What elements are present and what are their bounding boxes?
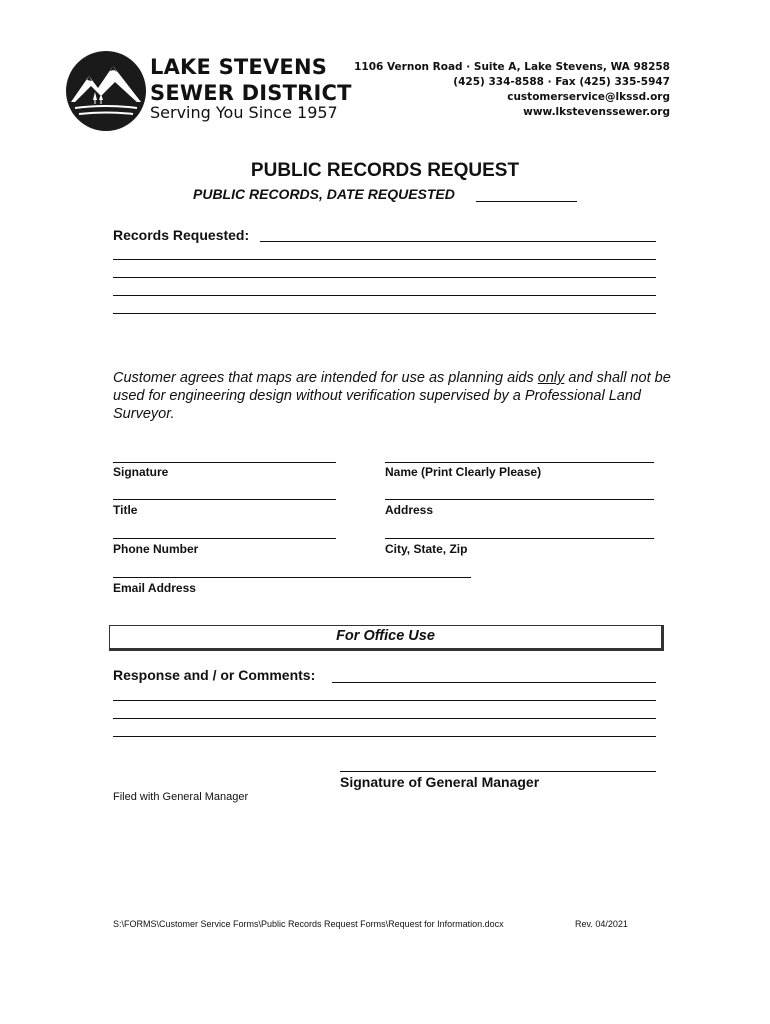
name-label: Name (Print Clearly Please) bbox=[385, 465, 542, 479]
gm-signature-label: Signature of General Manager bbox=[340, 774, 540, 790]
contact-block bbox=[354, 60, 670, 120]
phone-label: Phone Number bbox=[113, 542, 199, 556]
map-disclaimer bbox=[113, 369, 673, 423]
disclaimer-text-start: Customer agrees that maps are intended for use as planning aids bbox=[113, 370, 538, 386]
signature-label: Signature bbox=[113, 465, 169, 479]
office-use-banner bbox=[109, 625, 664, 651]
response-comments-line[interactable] bbox=[113, 736, 656, 737]
response-comments-line[interactable] bbox=[113, 700, 656, 701]
records-requested-line[interactable] bbox=[113, 277, 656, 278]
footer-file-path: S:\FORMS\Customer Service Forms\Public Records Request Forms\Request for Information.docx bbox=[113, 919, 504, 929]
email-field[interactable] bbox=[113, 577, 471, 578]
city-state-zip-label: City, State, Zip bbox=[385, 542, 468, 556]
contact-address: 1106 Vernon Road · Suite A, Lake Stevens, WA 98258 bbox=[354, 61, 670, 73]
organization-name bbox=[150, 54, 352, 106]
records-requested-line[interactable] bbox=[113, 259, 656, 260]
footer-revision: Rev. 04/2021 bbox=[575, 919, 628, 929]
organization-tagline: Serving You Since 1957 bbox=[150, 103, 338, 122]
org-name-line1: LAKE STEVENS bbox=[150, 55, 328, 79]
records-requested-label: Records Requested: bbox=[113, 227, 250, 243]
date-requested-field[interactable] bbox=[476, 201, 577, 202]
city-state-zip-field[interactable] bbox=[385, 538, 654, 539]
response-comments-field[interactable] bbox=[332, 682, 656, 683]
phone-field[interactable] bbox=[113, 538, 336, 539]
response-comments-line[interactable] bbox=[113, 718, 656, 719]
district-logo-icon bbox=[65, 50, 147, 132]
contact-website: www.lkstevenssewer.org bbox=[523, 106, 670, 118]
office-use-label: For Office Use bbox=[336, 628, 435, 644]
title-label: Title bbox=[113, 503, 138, 517]
disclaimer-emphasis: only bbox=[537, 370, 565, 386]
disclaimer-text-end: and shall not be used for engineering design without verification supervised by a Professional Land Surveyor. bbox=[113, 370, 671, 422]
address-field[interactable] bbox=[385, 499, 654, 500]
contact-email: customerservice@lkssd.org bbox=[507, 91, 670, 103]
form-title: PUBLIC RECORDS REQUEST bbox=[250, 160, 520, 181]
contact-phone-fax: (425) 334-8588 · Fax (425) 335-5947 bbox=[453, 76, 670, 88]
records-requested-line[interactable] bbox=[113, 313, 656, 314]
filed-with-gm-label: Filed with General Manager bbox=[113, 791, 249, 803]
address-label: Address bbox=[385, 503, 434, 517]
date-requested-label: PUBLIC RECORDS, DATE REQUESTED bbox=[193, 186, 455, 202]
records-requested-line[interactable] bbox=[113, 295, 656, 296]
response-comments-label: Response and / or Comments: bbox=[113, 667, 316, 683]
signature-field[interactable] bbox=[113, 462, 336, 463]
org-name-line2: SEWER DISTRICT bbox=[150, 81, 352, 105]
records-requested-field[interactable] bbox=[260, 241, 656, 242]
name-field[interactable] bbox=[385, 462, 654, 463]
title-field[interactable] bbox=[113, 499, 336, 500]
gm-signature-field[interactable] bbox=[340, 771, 656, 772]
email-label: Email Address bbox=[113, 581, 196, 595]
